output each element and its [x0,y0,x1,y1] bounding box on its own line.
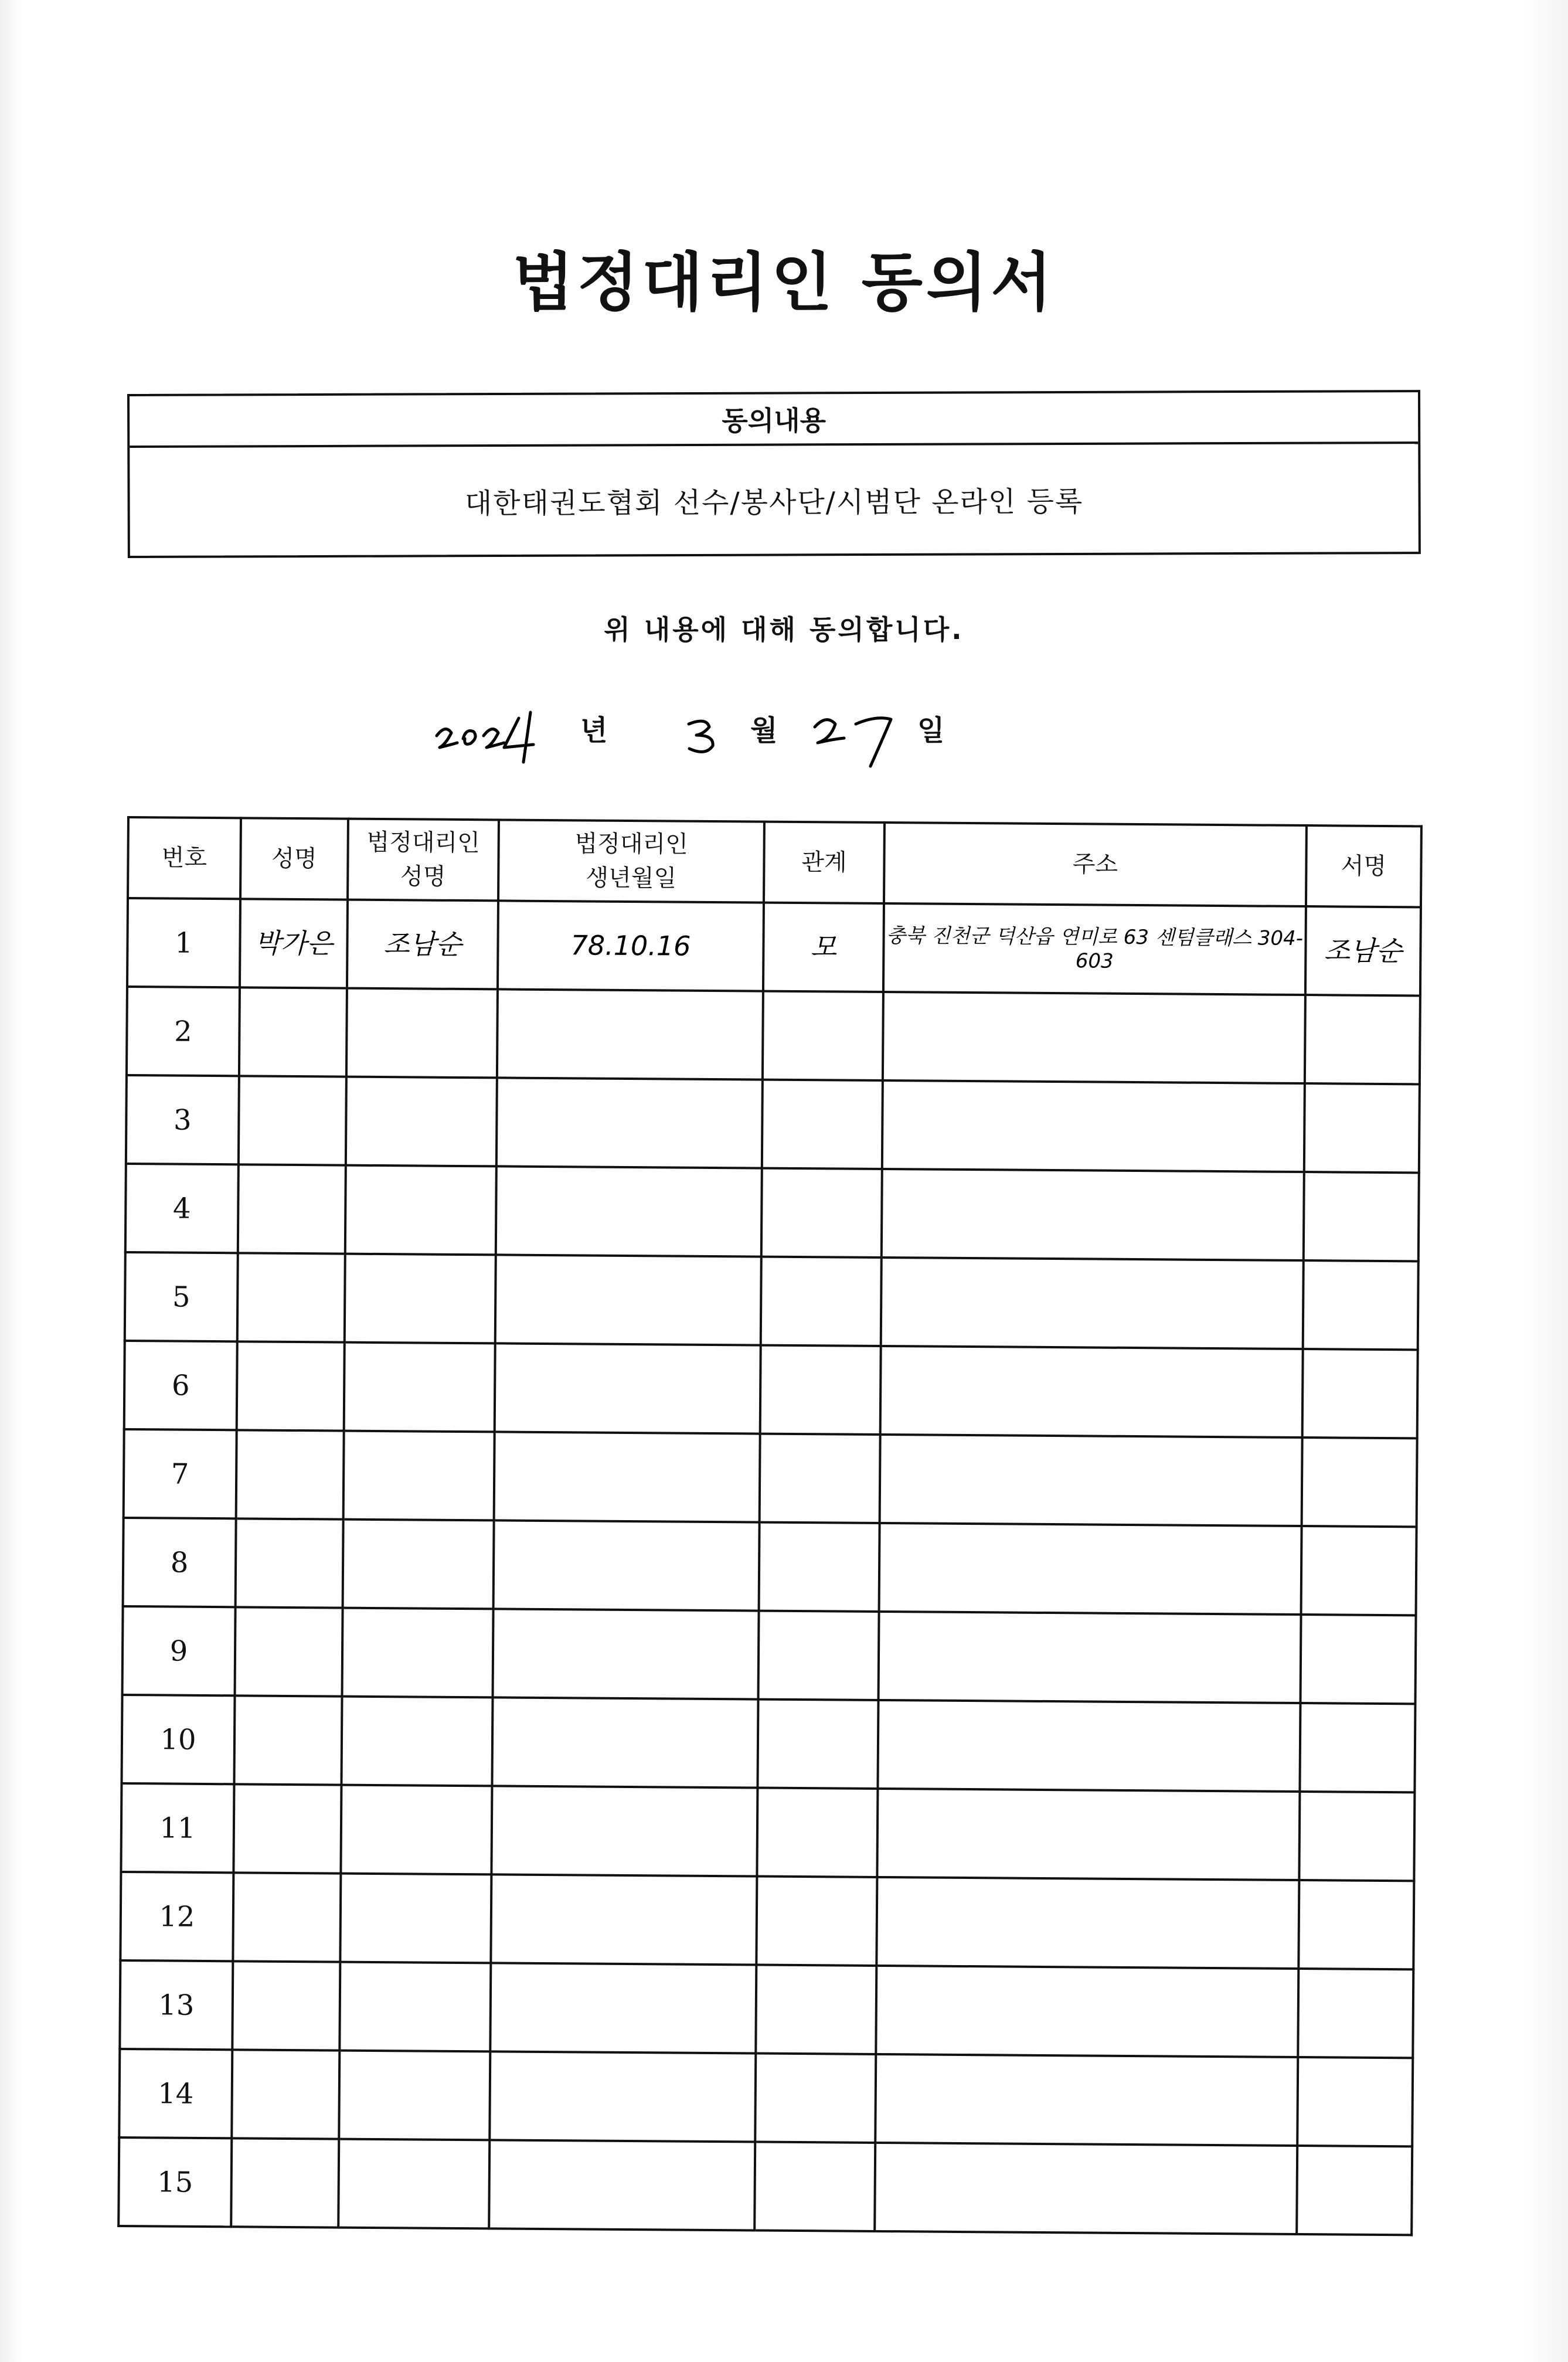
table-row [124,1429,1417,1527]
cell-guardian-name [338,2139,489,2229]
cell-guardian-name [345,1254,496,1344]
cell-signature [1298,1880,1414,1969]
cell-guardian-birth [496,1078,763,1168]
cell-relation [754,2142,875,2231]
cell-guardian-name [346,988,498,1078]
cell-address [876,1877,1299,1969]
cell-signature [1300,1703,1415,1792]
cell-no: 7 [124,1429,237,1518]
handwritten-day-strokes [815,718,891,766]
cell-name [237,1341,345,1430]
cell-guardian-birth [490,1963,756,2053]
cell-signature [1303,1260,1419,1350]
col-header-guardian-birth: 법정대리인 생년월일 [498,820,764,902]
cell-relation [756,1877,877,1966]
cell-relation [761,1168,882,1258]
cell-no: 6 [124,1341,237,1430]
cell-address [877,1789,1300,1880]
day-unit: 일 [917,714,945,747]
cell-name [232,2050,339,2139]
cell-no: 4 [125,1164,239,1253]
table-row [121,1695,1415,1792]
table-row [118,2137,1412,2235]
cell-signature: 조남순 [1305,906,1421,995]
cell-no: 3 [126,1075,239,1164]
col-header-address: 주소 [884,823,1307,906]
cell-no: 1 [127,898,240,987]
cell-signature [1302,1349,1418,1438]
table-row [119,2049,1413,2146]
cell-name [236,1518,343,1607]
handwritten-year [431,701,560,765]
cell-guardian-birth [493,1609,759,1699]
table-row [125,1164,1419,1261]
cell-signature [1304,1083,1420,1172]
cell-no: 2 [127,987,240,1076]
cell-address [877,1700,1300,1792]
cell-name [231,2138,339,2227]
cell-relation [759,1522,880,1612]
cell-relation [757,1788,877,1877]
cell-address [880,1346,1303,1437]
cell-relation [756,1965,876,2054]
cell-no: 13 [120,1960,233,2050]
month-unit: 월 [750,714,778,747]
table-row [120,1872,1414,1969]
cell-address [879,1523,1302,1615]
cell-name [233,1872,341,1962]
cell-address [876,1966,1298,2057]
cell-relation [763,991,883,1080]
col-header-signature: 서명 [1306,825,1421,907]
year-unit: 년 [580,714,608,747]
cell-address [875,2054,1298,2146]
cell-signature [1300,1615,1416,1704]
cell-name [239,987,347,1076]
col-header-name: 성명 [240,818,348,899]
cell-address [882,1169,1304,1260]
cell-name: 박가은 [240,899,348,988]
cell-guardian-birth [494,1520,760,1610]
guardian-roster-table [117,816,1423,2236]
cell-signature [1304,1172,1419,1261]
cell-relation [760,1434,880,1523]
cell-signature [1297,2146,1412,2235]
cell-no: 5 [125,1252,238,1341]
cell-guardian-birth [492,1697,758,1787]
table-row [127,987,1420,1084]
cell-guardian-birth [496,1166,762,1256]
cell-no: 9 [123,1606,236,1695]
cell-no: 15 [118,2137,232,2227]
cell-no: 14 [119,2049,232,2138]
cell-name [233,1784,341,1873]
table-row [127,898,1421,995]
cell-relation [759,1611,879,1700]
table-row [123,1518,1417,1615]
consent-heading: 동의내용 [130,392,1418,448]
col-header-guardian-name: 법정대리인 성명 [348,819,499,901]
cell-guardian-name [346,1077,497,1167]
cell-guardian-name [343,1431,495,1521]
cell-address: 충북 진천군 덕산읍 연미로 63 센텀클래스 304-603 [883,903,1306,995]
table-row [124,1341,1418,1438]
cell-guardian-birth [489,2140,755,2230]
cell-name [235,1607,343,1696]
cell-guardian-name [340,1874,491,1963]
cell-name [239,1076,346,1165]
cell-address [883,992,1305,1083]
cell-signature [1301,1526,1417,1615]
cell-no: 8 [123,1518,236,1607]
cell-guardian-birth [491,1786,757,1876]
cell-guardian-birth: 78.10.16 [498,900,764,991]
cell-guardian-birth [495,1255,761,1345]
cell-address [879,1612,1301,1703]
cell-name [237,1253,345,1342]
cell-no: 10 [121,1695,234,1784]
cell-no: 12 [120,1872,233,1961]
cell-name [238,1164,346,1253]
cell-signature [1305,995,1420,1084]
cell-guardian-name: 조남순 [347,900,498,990]
table-row [120,1960,1413,2058]
cell-guardian-name [345,1165,496,1255]
cell-guardian-name [339,2051,490,2140]
cell-guardian-name [344,1343,495,1432]
consent-content: 대한태권도협회 선수/봉사단/시범단 온라인 등록 [464,485,1084,520]
handwritten-month [680,701,733,765]
cell-relation [762,1080,883,1169]
cell-signature [1302,1437,1417,1527]
col-header-relation: 관계 [764,822,885,903]
col-header-no: 번호 [128,817,241,899]
agreement-statement: 위 내용에 대해 동의합니다. [604,614,964,645]
cell-relation [761,1257,882,1346]
cell-guardian-name [341,1785,492,1875]
table-body [118,898,1421,2235]
table-row [125,1252,1419,1350]
cell-guardian-birth [494,1432,760,1522]
cell-no: 11 [121,1783,234,1872]
table-row [126,1075,1420,1172]
consent-content-box [127,390,1421,558]
cell-relation [757,1700,878,1789]
cell-guardian-birth [497,989,763,1079]
cell-relation [760,1345,881,1435]
handwritten-year-strokes [437,712,533,762]
handwritten-month-strokes [689,721,713,752]
cell-address [882,1080,1305,1172]
cell-guardian-birth [491,1874,757,1965]
page-title: 법정대리인 동의서 [512,246,1056,320]
cell-guardian-name [343,1520,494,1609]
cell-signature [1297,2057,1413,2146]
cell-address [881,1258,1304,1349]
cell-guardian-birth [489,2051,756,2142]
cell-signature [1298,1969,1413,2058]
cell-guardian-birth [495,1343,761,1433]
cell-name [234,1695,342,1785]
cell-relation [755,2054,876,2143]
cell-address [880,1435,1302,1526]
cell-guardian-name [339,1962,491,2052]
cell-address [875,2143,1297,2234]
cell-guardian-name [341,1697,492,1786]
table-row [121,1783,1414,1881]
handwritten-day [809,701,903,771]
date-line [0,701,1568,771]
cell-guardian-name [342,1608,494,1698]
cell-name [232,1961,340,2050]
cell-signature [1299,1792,1414,1881]
cell-name [236,1430,344,1519]
table-row [123,1606,1416,1704]
cell-relation: 모 [763,903,884,992]
table-header-row [128,817,1421,907]
